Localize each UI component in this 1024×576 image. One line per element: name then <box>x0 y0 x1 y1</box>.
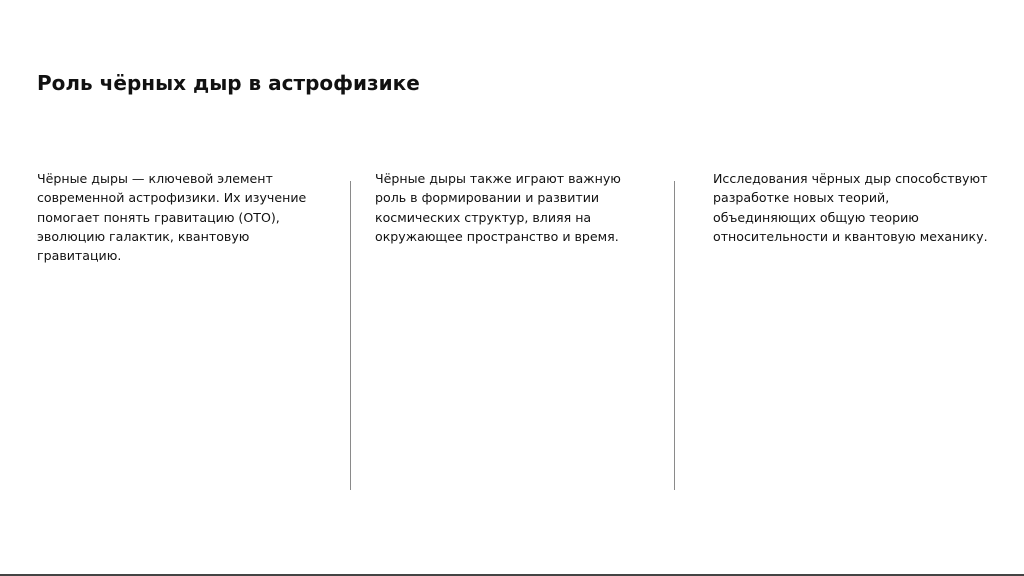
column-text-2: Чёрные дыры также играют важную роль в формировании и развитии космических структур, влияя на окружающее пространство и время. <box>375 171 621 244</box>
column-divider-1 <box>350 181 351 490</box>
column-text-3: Исследования чёрных дыр способствуют разработке новых теорий, объединяющих общую теорию относительности и квантовую механику. <box>713 171 988 244</box>
slide-title: Роль чёрных дыр в астрофизике <box>37 71 420 95</box>
column-divider-2 <box>674 181 675 490</box>
column-text-1: Чёрные дыры — ключевой элемент современной астрофизики. Их изучение помогает понять гравитацию (ОТО), эволюцию галактик, квантовую гравитацию. <box>37 171 307 264</box>
